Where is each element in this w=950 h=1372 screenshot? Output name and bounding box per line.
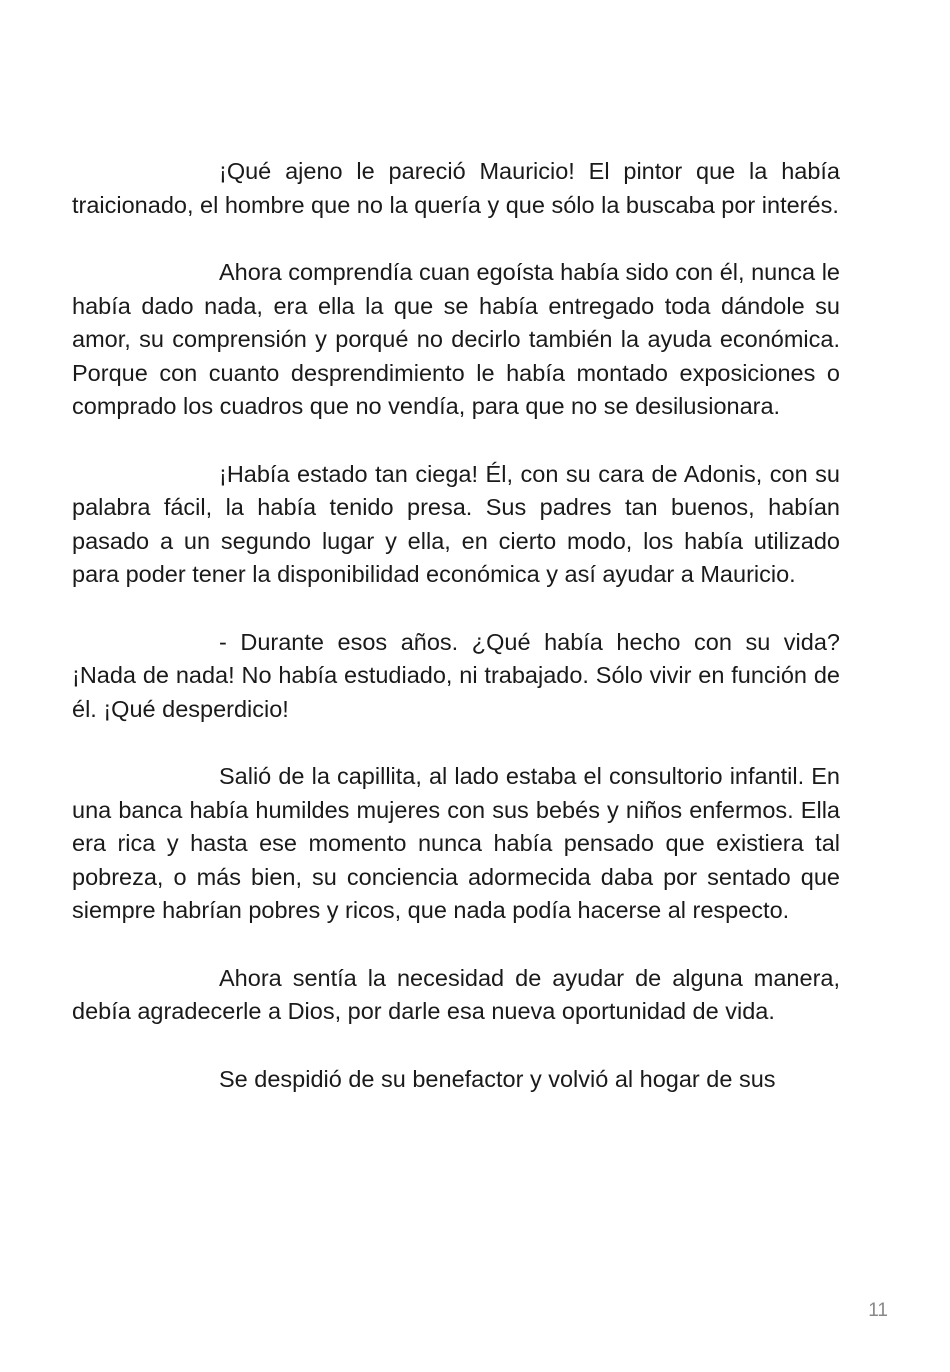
paragraph-3: ¡Había estado tan ciega! Él, con su cara de Adonis, con su palabra fácil, la había tenido presa. Sus padres tan buenos, habían pasado a un segundo lugar y ella, en cierto modo, los había utilizado para poder tener la disponibilidad económica y así ayudar a Mauricio. [72, 460, 840, 587]
paragraph-7: Se despidió de su benefactor y volvió al hogar de sus [219, 1065, 776, 1092]
paragraph-6: Ahora sentía la necesidad de ayudar de alguna manera, debía agradecerle a Dios, por darle esa nueva oportunidad de vida. [72, 964, 840, 1024]
paragraph-4: - Durante esos años. ¿Qué había hecho con su vida? ¡Nada de nada! No había estudiado, ni trabajado. Sólo vivir en función de él. ¡Qué desperdicio! [72, 628, 840, 722]
paragraph-1: ¡Qué ajeno le pareció Mauricio! El pintor que la había traicionado, el hombre que no la quería y que sólo la buscaba por interés. [72, 158, 840, 218]
page-number: 11 [868, 1300, 888, 1321]
body-text [72, 155, 840, 1130]
paragraph-5: Salió de la capillita, al lado estaba el consultorio infantil. En una banca había humildes mujeres con sus bebés y niños enfermos. Ella era rica y hasta ese momento nunca había pensado que existiera tal pobreza, o más bien, su conciencia adormecida daba por sentado que siempre habrían pobres y ricos, que nada podía hacerse al respecto. [72, 763, 840, 923]
paragraph-2: Ahora comprendía cuan egoísta había sido con él, nunca le había dado nada, era ella la que se había entregado toda dándole su amor, su comprensión y porqué no decirlo también la ayuda económica. Porque con cuanto desprendimiento le había montado exposiciones o comprado los cuadros que no vendía, para que no se desilusionara. [72, 259, 840, 419]
